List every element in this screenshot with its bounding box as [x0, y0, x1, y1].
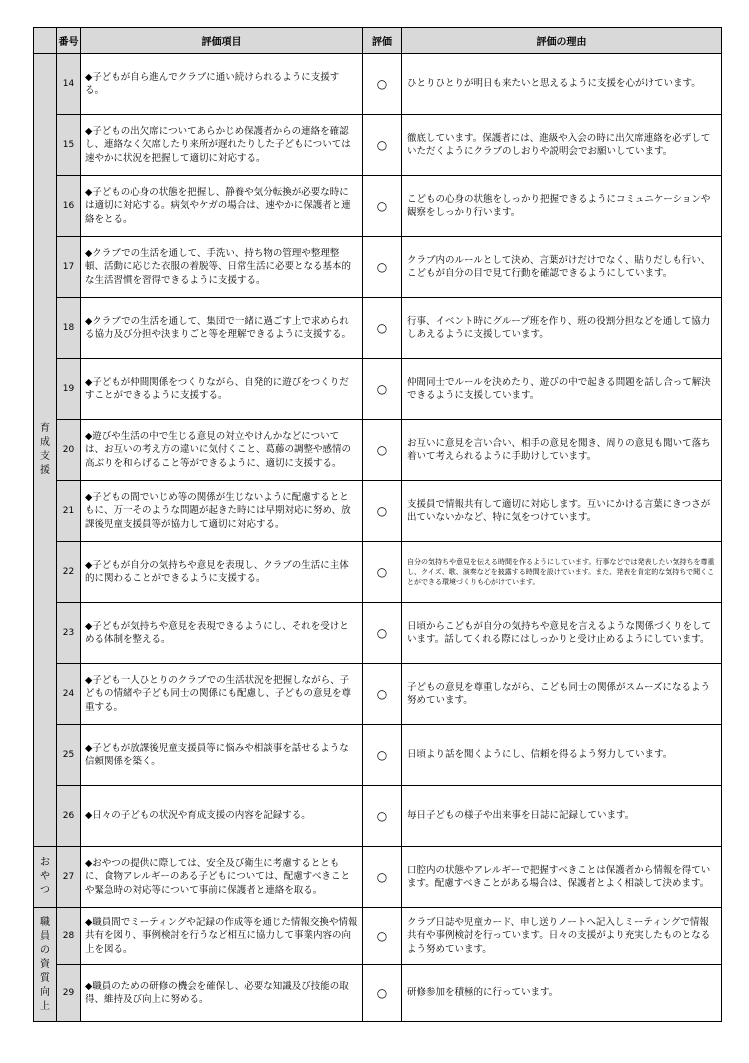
row-item: ◆子どもの出欠席についてあらかじめ保護者からの連絡を確認し、連絡なく欠席したり来所が遅れたりした子どもについては速やかに状況を把握して適切に対応する。	[81, 115, 363, 176]
row-rating: ○	[363, 908, 402, 965]
table-row	[34, 847, 722, 908]
row-number: 20	[57, 420, 81, 481]
row-rating: ○	[363, 420, 402, 481]
row-number: 24	[57, 664, 81, 725]
row-item: ◆職員間でミーティングや記録の作成等を通じた情報交換や情報共有を図り、事例検討を行うなど相互に協力して事業内容の向上を図る。	[81, 908, 363, 965]
row-number: 17	[57, 237, 81, 298]
row-number: 22	[57, 542, 81, 603]
row-number: 18	[57, 298, 81, 359]
table-row	[34, 54, 722, 115]
row-rating: ○	[363, 725, 402, 786]
row-rating: ○	[363, 965, 402, 1022]
row-rating: ○	[363, 542, 402, 603]
section-label-ikusei: 育成支援	[34, 54, 57, 847]
table-row	[34, 603, 722, 664]
row-reason: 口腔内の状態やアレルギーで把握すべきことは保護者から情報を得ています。配慮すべきことがある場合は、保護者とよく相談して決めます。	[402, 847, 722, 908]
row-reason: 日頃からこどもが自分の気持ちや意見を言えるような関係づくりをしています。話してくれる際にはしっかりと受け止めるようにしています。	[402, 603, 722, 664]
row-reason: ひとりひとりが明日も来たいと思えるように支援を心がけています。	[402, 54, 722, 115]
row-reason: お互いに意見を言い合い、相手の意見を聞き、周りの意見も聞いて落ち着いて考えられるように手助けしています。	[402, 420, 722, 481]
header-row	[34, 28, 722, 54]
row-reason: 毎日子どもの様子や出来事を日誌に記録しています。	[402, 786, 722, 847]
row-rating: ○	[363, 847, 402, 908]
row-reason: 仲間同士でルールを決めたり、遊びの中で起きる問題を話し合って解決できるように支援しています。	[402, 359, 722, 420]
row-number: 29	[57, 965, 81, 1022]
row-rating: ○	[363, 176, 402, 237]
row-item: ◆子どもの心身の状態を把握し、静養や気分転換が必要な時には適切に対応する。病気やケガの場合は、速やかに保護者と連絡をとる。	[81, 176, 363, 237]
table-row	[34, 237, 722, 298]
table-row	[34, 420, 722, 481]
row-rating: ○	[363, 298, 402, 359]
row-number: 27	[57, 847, 81, 908]
row-rating: ○	[363, 603, 402, 664]
row-item: ◆子どもが自ら進んでクラブに通い続けられるように支援する。	[81, 54, 363, 115]
header-reason: 評価の理由	[402, 28, 722, 54]
row-number: 14	[57, 54, 81, 115]
table-row	[34, 359, 722, 420]
row-reason: 徹底しています。保護者には、進級や入会の時に出欠席連絡を必ずしていただくようにクラブのしおりや説明会でお願いしています。	[402, 115, 722, 176]
section-label-shokuin: 職員の資質向上	[34, 908, 57, 1022]
row-item: ◆遊びや生活の中で生じる意見の対立やけんかなどについては、お互いの考え方の違いに気付くこと、葛藤の調整や感情の高ぶりを和らげること等ができるように、適切に支援する。	[81, 420, 363, 481]
row-reason: クラブ日誌や児童カード、申し送りノートへ記入しミーティングで情報共有や事例検討を行っています。日々の支援がより充実したものとなるよう努めています。	[402, 908, 722, 965]
evaluation-table	[33, 27, 722, 1022]
row-rating: ○	[363, 54, 402, 115]
row-rating: ○	[363, 359, 402, 420]
row-item: ◆職員のための研修の機会を確保し、必要な知識及び技能の取得、維持及び向上に努める。	[81, 965, 363, 1022]
table-row	[34, 298, 722, 359]
row-number: 25	[57, 725, 81, 786]
table-row	[34, 481, 722, 542]
row-reason: こどもの心身の状態をしっかり把握できるようにコミュニケーションや観察をしっかり行います。	[402, 176, 722, 237]
row-reason: 行事、イベント時にグループ班を作り、班の役割分担などを通して協力しあえるように支援しています。	[402, 298, 722, 359]
header-blank	[34, 28, 57, 54]
row-number: 26	[57, 786, 81, 847]
row-item: ◆子どもの間でいじめ等の関係が生じないように配慮するとともに、万一そのような問題が起きた時には早期対応に努め、放課後児童支援員等が協力して適切に対応する。	[81, 481, 363, 542]
row-item: ◆子どもが放課後児童支援員等に悩みや相談事を話せるような信頼関係を築く。	[81, 725, 363, 786]
row-item: ◆子ども一人ひとりのクラブでの生活状況を把握しながら、子どもの情緒や子ども同士の関係にも配慮し、子どもの意見を尊重する。	[81, 664, 363, 725]
row-item: ◆クラブでの生活を通して、手洗い、持ち物の管理や整理整頓、活動に応じた衣服の着脱等、日常生活に必要となる基本的な生活習慣を習得できるように支援する。	[81, 237, 363, 298]
table-row	[34, 664, 722, 725]
row-number: 16	[57, 176, 81, 237]
row-rating: ○	[363, 481, 402, 542]
table-row	[34, 725, 722, 786]
table-row	[34, 965, 722, 1022]
row-reason: 研修参加を積極的に行っています。	[402, 965, 722, 1022]
row-rating: ○	[363, 115, 402, 176]
row-reason: 子どもの意見を尊重しながら、こども同士の関係がスムーズになるよう努めています。	[402, 664, 722, 725]
row-rating: ○	[363, 664, 402, 725]
table-row	[34, 176, 722, 237]
row-number: 15	[57, 115, 81, 176]
row-item: ◆子どもが自分の気持ちや意見を表現し、クラブの生活に主体的に関わることができるように支援する。	[81, 542, 363, 603]
row-number: 19	[57, 359, 81, 420]
row-rating: ○	[363, 786, 402, 847]
row-item: ◆日々の子どもの状況や育成支援の内容を記録する。	[81, 786, 363, 847]
header-num: 番号	[57, 28, 81, 54]
table-row	[34, 908, 722, 965]
header-rating: 評価	[363, 28, 402, 54]
row-reason: 支援員で情報共有して適切に対応します。互いにかける言葉にきつさが出ていないかなど、特に気をつけています。	[402, 481, 722, 542]
row-reason: クラブ内のルールとして決め、言葉がけだけでなく、貼りだしも行い、こどもが自分の目で見て行動を確認できるようにしています。	[402, 237, 722, 298]
row-item: ◆子どもが仲間関係をつくりながら、自発的に遊びをつくりだすことができるように支援する。	[81, 359, 363, 420]
row-number: 23	[57, 603, 81, 664]
table-row	[34, 542, 722, 603]
row-item: ◆おやつの提供に際しては、安全及び衛生に考慮するとともに、食物アレルギーのある子どもについては、配慮すべきことや緊急時の対応等について事前に保護者と連絡を取る。	[81, 847, 363, 908]
table-row	[34, 786, 722, 847]
row-item: ◆クラブでの生活を通して、集団で一緒に過ごす上で求められる協力及び分担や決まりごと等を理解できるように支援する。	[81, 298, 363, 359]
row-reason: 自分の気持ちや意見を伝える時間を作るようにしています。行事などでは発表したい気持ちを尊重し、クイズ、歌、演奏などを披露する時間を設けています。また、発表を肯定的な気持ちで聞くことができる環境づくりも心がけています。	[402, 542, 722, 603]
table-row	[34, 115, 722, 176]
section-label-oyatsu: おやつ	[34, 847, 57, 908]
row-reason: 日頃より話を聞くようにし、信頼を得るよう努力しています。	[402, 725, 722, 786]
row-number: 21	[57, 481, 81, 542]
row-number: 28	[57, 908, 81, 965]
row-rating: ○	[363, 237, 402, 298]
row-item: ◆子どもが気持ちや意見を表現できるようにし、それを受けとめる体制を整える。	[81, 603, 363, 664]
header-item: 評価項目	[81, 28, 363, 54]
